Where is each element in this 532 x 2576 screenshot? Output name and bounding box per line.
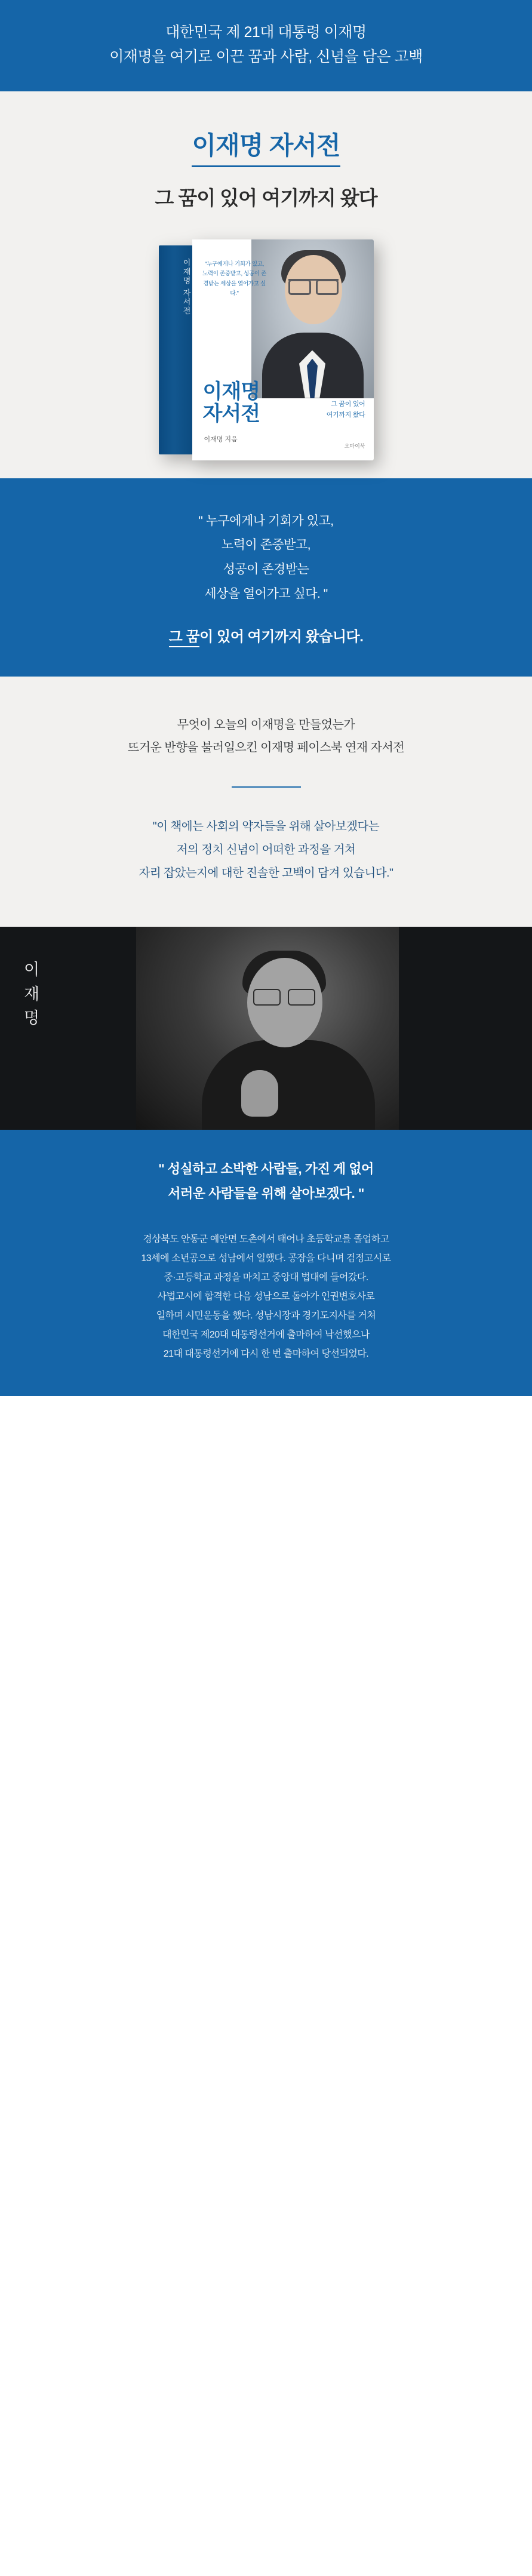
bio-line-5: 일하며 시민운동을 했다. 성남시장과 경기도지사를 거쳐 — [156, 1310, 376, 1321]
bio-line-7: 21대 대통령선거에 다시 한 번 출마하여 당선되었다. — [163, 1348, 369, 1359]
quote-band — [0, 478, 532, 677]
book-cover-title: 이재명 자서전 — [202, 380, 260, 426]
header-line-2: 이재명을 여기로 이끈 꿈과 사람, 신념을 담은 고백 — [109, 48, 423, 66]
vertical-name-label — [24, 958, 40, 1031]
bw-glasses-icon — [253, 989, 315, 1003]
quote-line-4: 세상을 열어가고 싶다. " — [204, 587, 328, 601]
bio-line-3: 중·고등학교 과정을 마치고 중앙대 법대에 들어갔다. — [164, 1272, 368, 1283]
page-subtitle: 그 꿈이 있어 여기까지 왔다 — [155, 186, 377, 209]
vertical-name-char-1: 이 — [24, 961, 41, 979]
vertical-name-char-3: 명 — [24, 1009, 41, 1028]
book-cover-subtitle: 그 꿈이 있어 여기까지 왔다 — [326, 401, 365, 419]
description-quote-3: 자리 잡았는지에 대한 진솔한 고백이 담겨 있습니다." — [139, 866, 393, 880]
section-divider — [232, 786, 301, 788]
header-line-1: 대한민국 제 21대 대통령 이재명 — [165, 24, 367, 41]
title-section — [0, 91, 532, 478]
quote-closing — [0, 625, 532, 645]
description-intro-1: 무엇이 오늘의 이재명을 만들었는가 — [177, 718, 355, 732]
bio-line-4: 사법고시에 합격한 다음 성남으로 돌아가 인권변호사로 — [157, 1291, 375, 1302]
description-quote-2: 저의 정치 신념이 어떠한 과정을 거쳐 — [176, 843, 356, 857]
book-cover-author: 이재명 지음 — [204, 435, 238, 443]
book-cover-blurb: "누구에게나 기회가 있고, 노력이 존중받고, 성공이 존경받는 세상을 열어가고 싶다." — [202, 260, 266, 297]
bw-portrait-body — [202, 1040, 375, 1130]
quote-line-1: " 누구에게나 기회가 있고, — [198, 514, 334, 528]
black-white-portrait — [136, 927, 399, 1130]
bottom-band — [0, 1130, 532, 1395]
page-title-wrap — [0, 126, 532, 167]
book-spine — [159, 245, 192, 454]
quote-closing-rest: 이 있어 여기까지 왔습니다. — [199, 629, 364, 645]
bottom-quote-line-2: 서러운 사람들을 위해 살아보겠다. " — [168, 1185, 364, 1201]
bottom-quote-line-1: " 성실하고 소박한 사람들, 가진 게 없어 — [158, 1161, 374, 1177]
bio-line-6: 대한민국 제20대 대통령선거에 출마하여 낙선했으나 — [162, 1329, 370, 1340]
book-cover-portrait — [251, 239, 374, 398]
description-intro-2: 뜨거운 반향을 불러일으킨 이재명 페이스북 연재 자서전 — [127, 741, 405, 755]
bio-line-2: 13세에 소년공으로 성남에서 일했다. 공장을 다니며 검정고시로 — [141, 1253, 391, 1264]
header-band — [0, 0, 532, 91]
vertical-name-char-2: 재 — [24, 985, 41, 1003]
book-spine-title: 이재명 자서전 — [182, 258, 191, 316]
quote-line-3: 성공이 존경받는 — [223, 562, 309, 577]
biography-text — [0, 1230, 532, 1364]
book-front-cover — [192, 239, 374, 460]
book-cover-publisher: 오마이북 — [344, 442, 365, 449]
bio-line-1: 경상북도 안동군 예안면 도촌에서 태어나 초등학교를 졸업하고 — [143, 1234, 389, 1244]
book-image-wrap — [0, 239, 532, 478]
description-band — [0, 677, 532, 927]
description-quote-1: "이 책에는 사회의 약자들을 위해 살아보겠다는 — [152, 820, 380, 834]
bw-portrait-hand — [241, 1070, 278, 1117]
quote-closing-underlined: 그 꿈 — [169, 629, 200, 647]
quote-line-2: 노력이 존중받고, — [221, 538, 311, 552]
glasses-icon — [288, 279, 339, 293]
book-cover-image — [159, 239, 374, 460]
page-title: 이재명 자서전 — [192, 126, 340, 167]
portrait-photo-band — [0, 927, 532, 1130]
